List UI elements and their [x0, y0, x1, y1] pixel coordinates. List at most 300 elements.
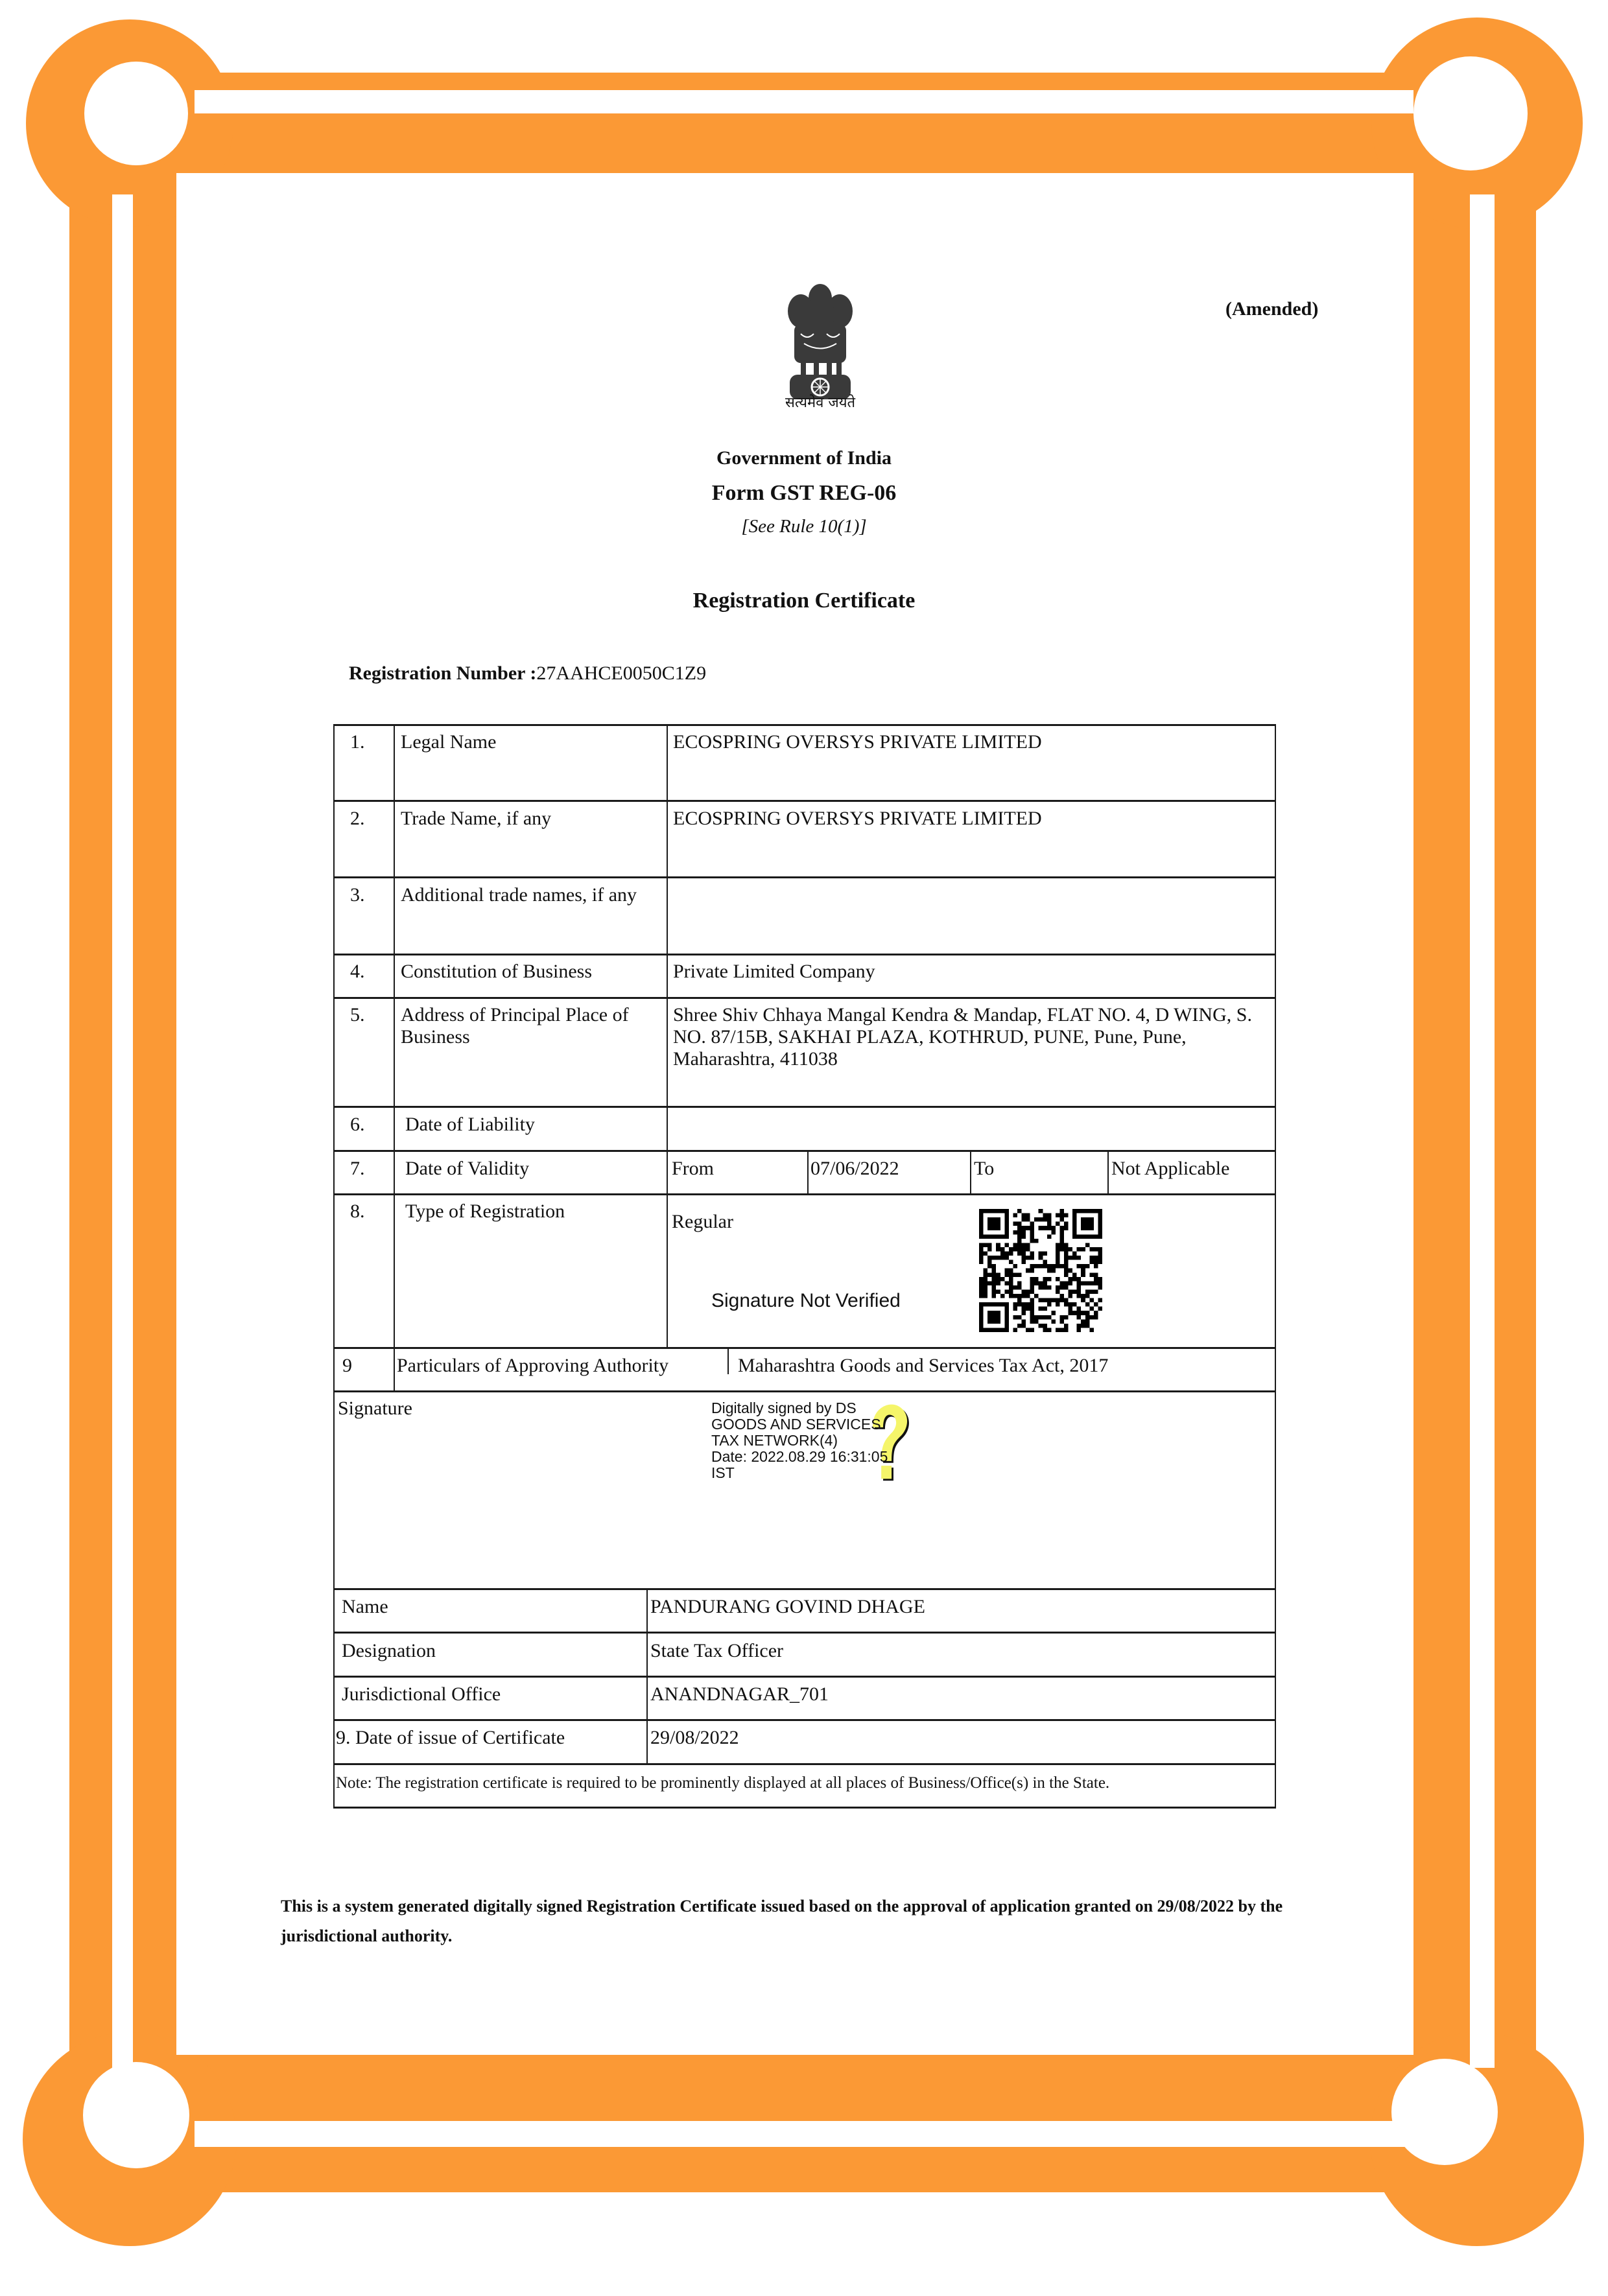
qr-module — [1030, 1230, 1035, 1235]
jurisdictional-office-value: ANANDNAGAR_701 — [650, 1683, 829, 1705]
qr-module — [1026, 1247, 1030, 1252]
qr-module — [1059, 1298, 1064, 1303]
qr-module — [1017, 1315, 1022, 1320]
qr-module — [1056, 1260, 1060, 1265]
qr-module — [1047, 1298, 1052, 1303]
qr-module — [1064, 1243, 1069, 1247]
qr-module — [1030, 1285, 1035, 1290]
qr-module — [1013, 1264, 1017, 1269]
qr-module — [1026, 1289, 1030, 1294]
qr-module — [1022, 1294, 1026, 1298]
qr-module — [1017, 1302, 1022, 1307]
qr-module — [1085, 1319, 1090, 1324]
qr-module — [992, 1272, 997, 1277]
qr-module — [1026, 1243, 1030, 1247]
signature-detail-line: Date: 2022.08.29 16:31:05 — [711, 1448, 888, 1465]
qr-module — [1026, 1328, 1030, 1332]
qr-module — [1017, 1324, 1022, 1328]
qr-module — [996, 1289, 1000, 1294]
qr-module — [1051, 1298, 1056, 1303]
qr-module — [1098, 1252, 1102, 1256]
qr-module — [1056, 1247, 1060, 1252]
row-label: Additional trade names, if any — [401, 884, 637, 906]
qr-module — [1030, 1311, 1035, 1315]
qr-module — [1039, 1252, 1043, 1256]
qr-module — [1069, 1281, 1073, 1285]
qr-module — [1000, 1294, 1005, 1298]
qr-module — [1069, 1302, 1073, 1307]
registration-number-value: 27AAHCE0050C1Z9 — [536, 662, 707, 684]
qr-module — [1030, 1302, 1035, 1307]
rule-reference: [See Rule 10(1)] — [741, 516, 867, 537]
qr-module — [1013, 1213, 1017, 1218]
qr-module — [1043, 1217, 1047, 1222]
qr-module — [1094, 1311, 1098, 1315]
qr-module — [1059, 1294, 1064, 1298]
qr-module — [1017, 1226, 1022, 1230]
qr-module — [1077, 1324, 1082, 1328]
qr-module — [1043, 1213, 1047, 1218]
qr-module — [1022, 1260, 1026, 1265]
qr-module — [1098, 1277, 1102, 1282]
validity-to-label: To — [974, 1158, 995, 1179]
row-number: 7. — [350, 1158, 365, 1179]
qr-module — [1017, 1230, 1022, 1235]
qr-module — [1077, 1247, 1082, 1252]
qr-module — [1022, 1256, 1026, 1260]
designation-value: State Tax Officer — [650, 1640, 784, 1661]
qr-module — [1077, 1311, 1082, 1315]
row-number: 4. — [350, 961, 365, 982]
qr-module — [1089, 1298, 1094, 1303]
qr-module — [1059, 1234, 1064, 1239]
qr-module — [1022, 1217, 1026, 1222]
qr-module — [1004, 1252, 1009, 1256]
qr-module — [992, 1294, 997, 1298]
qr-module — [1043, 1277, 1047, 1282]
qr-module — [1089, 1260, 1094, 1265]
qr-module — [1077, 1294, 1082, 1298]
qr-code-icon — [979, 1207, 1102, 1334]
qr-module — [992, 1269, 997, 1273]
qr-module — [1043, 1264, 1047, 1269]
qr-module — [1047, 1328, 1052, 1332]
qr-module — [1089, 1272, 1094, 1277]
qr-module — [1009, 1289, 1013, 1294]
qr-module — [1013, 1222, 1017, 1226]
qr-module — [1056, 1264, 1060, 1269]
qr-module — [979, 1277, 984, 1282]
qr-module — [979, 1252, 984, 1256]
qr-module — [1069, 1307, 1073, 1311]
row-label: Address of Principal Place of Business — [401, 1004, 629, 1048]
qr-module — [1059, 1281, 1064, 1285]
qr-module — [1056, 1289, 1060, 1294]
qr-module — [1026, 1256, 1030, 1260]
qr-module — [1056, 1298, 1060, 1303]
authority-label: Jurisdictional Office — [342, 1683, 501, 1705]
qr-module — [1030, 1234, 1035, 1239]
qr-module — [1022, 1252, 1026, 1256]
qr-module — [1051, 1269, 1056, 1273]
qr-module — [1034, 1315, 1039, 1320]
qr-module — [996, 1277, 1000, 1282]
qr-module — [1094, 1272, 1098, 1277]
qr-module — [987, 1260, 992, 1265]
qr-module — [996, 1247, 1000, 1252]
qr-module — [1094, 1315, 1098, 1320]
qr-module — [1026, 1294, 1030, 1298]
qr-module — [1077, 1328, 1082, 1332]
qr-module — [1009, 1294, 1013, 1298]
qr-module — [1064, 1256, 1069, 1260]
trade-name-value: ECOSPRING OVERSYS PRIVATE LIMITED — [673, 808, 1042, 829]
qr-module — [1064, 1298, 1069, 1303]
qr-module — [1051, 1311, 1056, 1315]
signature-detail-line: IST — [711, 1464, 735, 1481]
qr-module — [1013, 1302, 1017, 1307]
qr-module — [1059, 1285, 1064, 1290]
qr-module — [1085, 1311, 1090, 1315]
qr-module — [1056, 1277, 1060, 1282]
qr-module — [1004, 1281, 1009, 1285]
row-number: 8. — [350, 1201, 365, 1222]
qr-module — [1085, 1289, 1090, 1294]
qr-module — [1098, 1247, 1102, 1252]
qr-module — [1047, 1285, 1052, 1290]
qr-module — [1069, 1269, 1073, 1273]
footer-statement: This is a system generated digitally signed Registration Certificate issued based on the approval of application granted on 29/08/2022 by the jurisdictional authority. — [281, 1897, 1283, 1945]
qr-module — [1022, 1247, 1026, 1252]
qr-module — [1059, 1217, 1064, 1222]
qr-module — [1034, 1319, 1039, 1324]
qr-module — [1089, 1328, 1094, 1332]
row-label: Type of Registration — [405, 1201, 565, 1222]
qr-module — [1072, 1289, 1077, 1294]
registration-number — [349, 662, 706, 685]
qr-module — [1022, 1226, 1026, 1230]
qr-module — [979, 1247, 984, 1252]
signature-detail-line: TAX NETWORK(4) — [711, 1432, 838, 1449]
qr-module — [1047, 1264, 1052, 1269]
qr-module — [1017, 1247, 1022, 1252]
qr-module — [1094, 1247, 1098, 1252]
qr-module — [1064, 1272, 1069, 1277]
row-number: 6. — [350, 1114, 365, 1135]
legal-name-value: ECOSPRING OVERSYS PRIVATE LIMITED — [673, 731, 1042, 753]
authority-label: Name — [342, 1596, 388, 1617]
qr-module — [1009, 1281, 1013, 1285]
qr-module — [1017, 1222, 1022, 1226]
qr-module — [1043, 1260, 1047, 1265]
qr-module — [1034, 1277, 1039, 1282]
qr-module — [1064, 1213, 1069, 1218]
signature-detail-line: GOODS AND SERVICES — [711, 1416, 881, 1433]
qr-module — [1013, 1328, 1017, 1332]
qr-module — [1094, 1277, 1098, 1282]
row-label: Date of Validity — [405, 1158, 530, 1179]
validity-from-label: From — [672, 1158, 715, 1179]
qr-module — [1085, 1281, 1090, 1285]
qr-module — [1043, 1281, 1047, 1285]
authority-label: Designation — [342, 1640, 436, 1661]
qr-module — [1064, 1281, 1069, 1285]
qr-module — [1022, 1234, 1026, 1239]
qr-module — [1077, 1315, 1082, 1320]
qr-module — [1043, 1285, 1047, 1290]
qr-module — [1047, 1277, 1052, 1282]
qr-module — [1009, 1252, 1013, 1256]
qr-module — [1034, 1294, 1039, 1298]
qr-module — [1013, 1272, 1017, 1277]
qr-module — [1013, 1247, 1017, 1252]
qr-module — [1081, 1298, 1085, 1303]
qr-module — [984, 1289, 988, 1294]
qr-module — [1000, 1277, 1005, 1282]
qr-module — [1022, 1289, 1026, 1294]
qr-module — [1030, 1328, 1035, 1332]
qr-module — [1081, 1319, 1085, 1324]
emblem-motto: सत्यमेव जयते — [785, 395, 856, 411]
qr-module — [984, 1285, 988, 1290]
qr-module — [1077, 1264, 1082, 1269]
qr-module — [1013, 1307, 1017, 1311]
qr-module — [1098, 1281, 1102, 1285]
qr-module — [979, 1285, 984, 1290]
qr-module — [979, 1243, 984, 1247]
qr-module — [1081, 1269, 1085, 1273]
qr-module — [1039, 1256, 1043, 1260]
qr-module — [1051, 1226, 1056, 1230]
qr-module — [1089, 1307, 1094, 1311]
qr-module — [1085, 1302, 1090, 1307]
row-number: 2. — [350, 808, 365, 829]
signature-status: Signature Not Verified — [711, 1290, 901, 1311]
qr-module — [1077, 1281, 1082, 1285]
qr-module — [1085, 1324, 1090, 1328]
qr-module — [1059, 1264, 1064, 1269]
qr-module — [996, 1272, 1000, 1277]
officer-name-value: PANDURANG GOVIND DHAGE — [650, 1596, 925, 1617]
qr-module — [1039, 1217, 1043, 1222]
qr-module — [1051, 1230, 1056, 1235]
qr-module — [987, 1247, 992, 1252]
qr-module — [1030, 1319, 1035, 1324]
signature-details — [711, 1400, 888, 1481]
qr-module — [979, 1289, 984, 1294]
row-number: 9 — [342, 1355, 352, 1376]
qr-module — [992, 1277, 997, 1282]
qr-module — [1034, 1281, 1039, 1285]
qr-module — [1009, 1247, 1013, 1252]
qr-module — [1013, 1285, 1017, 1290]
qr-module — [1094, 1289, 1098, 1294]
qr-module — [1022, 1213, 1026, 1218]
qr-module — [984, 1294, 988, 1298]
qr-module — [1047, 1222, 1052, 1226]
qr-module — [1030, 1222, 1035, 1226]
qr-module — [1030, 1226, 1035, 1230]
row-label: Trade Name, if any — [401, 808, 552, 829]
qr-finder — [1081, 1217, 1094, 1230]
qr-module — [1069, 1256, 1073, 1260]
qr-module — [979, 1294, 984, 1298]
qr-module — [1009, 1277, 1013, 1282]
qr-module — [1059, 1239, 1064, 1243]
qr-module — [1064, 1264, 1069, 1269]
qr-module — [1077, 1256, 1082, 1260]
qr-module — [996, 1256, 1000, 1260]
qr-module — [1039, 1209, 1043, 1213]
amended-tag: (Amended) — [1225, 298, 1319, 320]
form-name: Form GST REG-06 — [711, 481, 897, 505]
qr-module — [1051, 1319, 1056, 1324]
qr-module — [1009, 1285, 1013, 1290]
qr-module — [984, 1252, 988, 1256]
qr-module — [1026, 1269, 1030, 1273]
qr-module — [1017, 1209, 1022, 1213]
qr-module — [1094, 1281, 1098, 1285]
qr-module — [1089, 1315, 1094, 1320]
qr-module — [1030, 1264, 1035, 1269]
qr-module — [1047, 1213, 1052, 1218]
qr-module — [1013, 1243, 1017, 1247]
qr-module — [1072, 1302, 1077, 1307]
qr-module — [1064, 1222, 1069, 1226]
qr-module — [1077, 1277, 1082, 1282]
qr-module — [1017, 1281, 1022, 1285]
qr-module — [1064, 1247, 1069, 1252]
qr-module — [984, 1269, 988, 1273]
qr-module — [1039, 1315, 1043, 1320]
qr-module — [1026, 1226, 1030, 1230]
qr-module — [1017, 1252, 1022, 1256]
qr-module — [1098, 1285, 1102, 1290]
signature-label: Signature — [338, 1398, 412, 1419]
qr-module — [1098, 1298, 1102, 1303]
qr-module — [1039, 1226, 1043, 1230]
qr-module — [979, 1256, 984, 1260]
qr-module — [1069, 1277, 1073, 1282]
qr-module — [984, 1277, 988, 1282]
qr-module — [1030, 1307, 1035, 1311]
row-number: 5. — [350, 1004, 365, 1025]
qr-module — [1056, 1328, 1060, 1332]
qr-module — [1064, 1226, 1069, 1230]
qr-module — [1064, 1324, 1069, 1328]
qr-module — [1081, 1264, 1085, 1269]
qr-module — [1072, 1277, 1077, 1282]
qr-module — [1072, 1252, 1077, 1256]
qr-module — [1000, 1247, 1005, 1252]
registration-type-value: Regular — [672, 1211, 733, 1232]
qr-finder — [987, 1217, 1000, 1230]
qr-module — [987, 1281, 992, 1285]
qr-module — [1017, 1272, 1022, 1277]
qr-module — [1072, 1272, 1077, 1277]
qr-module — [1013, 1230, 1017, 1235]
qr-module — [987, 1243, 992, 1247]
qr-module — [1022, 1307, 1026, 1311]
qr-module — [1022, 1311, 1026, 1315]
qr-module — [1004, 1256, 1009, 1260]
qr-module — [1034, 1217, 1039, 1222]
qr-module — [1064, 1252, 1069, 1256]
qr-module — [1059, 1247, 1064, 1252]
qr-module — [996, 1243, 1000, 1247]
qr-module — [1017, 1234, 1022, 1239]
qr-module — [1009, 1260, 1013, 1265]
qr-module — [1072, 1311, 1077, 1315]
qr-module — [1004, 1289, 1009, 1294]
qr-module — [1034, 1264, 1039, 1269]
qr-module — [1004, 1243, 1009, 1247]
row-label: Legal Name — [401, 731, 497, 753]
qr-module — [987, 1256, 992, 1260]
qr-module — [1039, 1264, 1043, 1269]
qr-module — [1085, 1315, 1090, 1320]
qr-module — [1039, 1298, 1043, 1303]
qr-module — [1077, 1289, 1082, 1294]
qr-module — [992, 1289, 997, 1294]
issuer-heading: Government of India — [716, 447, 892, 469]
qr-module — [1064, 1328, 1069, 1332]
qr-module — [1030, 1239, 1035, 1243]
qr-module — [1017, 1294, 1022, 1298]
row-label: Particulars of Approving Authority — [397, 1355, 669, 1376]
qr-module — [1085, 1264, 1090, 1269]
qr-module — [1059, 1226, 1064, 1230]
qr-module — [1094, 1256, 1098, 1260]
qr-module — [1039, 1281, 1043, 1285]
qr-module — [1043, 1226, 1047, 1230]
qr-module — [1085, 1243, 1090, 1247]
qr-module — [1069, 1289, 1073, 1294]
qr-module — [1069, 1311, 1073, 1315]
qr-module — [1022, 1230, 1026, 1235]
qr-module — [1047, 1269, 1052, 1273]
qr-module — [1098, 1256, 1102, 1260]
qr-module — [1059, 1230, 1064, 1235]
qr-module — [987, 1264, 992, 1269]
certificate-title: Registration Certificate — [692, 589, 916, 613]
display-note: Note: The registration certificate is required to be prominently displayed at all places of Business/Office(s) in the State. — [336, 1774, 1110, 1792]
qr-module — [1064, 1285, 1069, 1290]
qr-module — [992, 1285, 997, 1290]
qr-module — [1013, 1315, 1017, 1320]
row-label: Constitution of Business — [401, 961, 593, 982]
qr-module — [1022, 1302, 1026, 1307]
qr-module — [1047, 1302, 1052, 1307]
qr-module — [1030, 1256, 1035, 1260]
row-label: Date of Liability — [405, 1114, 535, 1135]
qr-module — [1039, 1307, 1043, 1311]
qr-module — [1026, 1302, 1030, 1307]
qr-module — [1059, 1328, 1064, 1332]
qr-module — [1059, 1209, 1064, 1213]
qr-module — [1081, 1324, 1085, 1328]
qr-module — [1022, 1243, 1026, 1247]
qr-module — [979, 1281, 984, 1285]
qr-module — [1059, 1315, 1064, 1320]
qr-module — [1009, 1269, 1013, 1273]
qr-module — [1017, 1298, 1022, 1303]
qr-module — [1081, 1294, 1085, 1298]
constitution-value: Private Limited Company — [673, 961, 875, 982]
authority-label: 9. Date of issue of Certificate — [336, 1727, 565, 1748]
qr-module — [1026, 1307, 1030, 1311]
approving-authority-value: Maharashtra Goods and Services Tax Act, 2017 — [738, 1355, 1109, 1376]
